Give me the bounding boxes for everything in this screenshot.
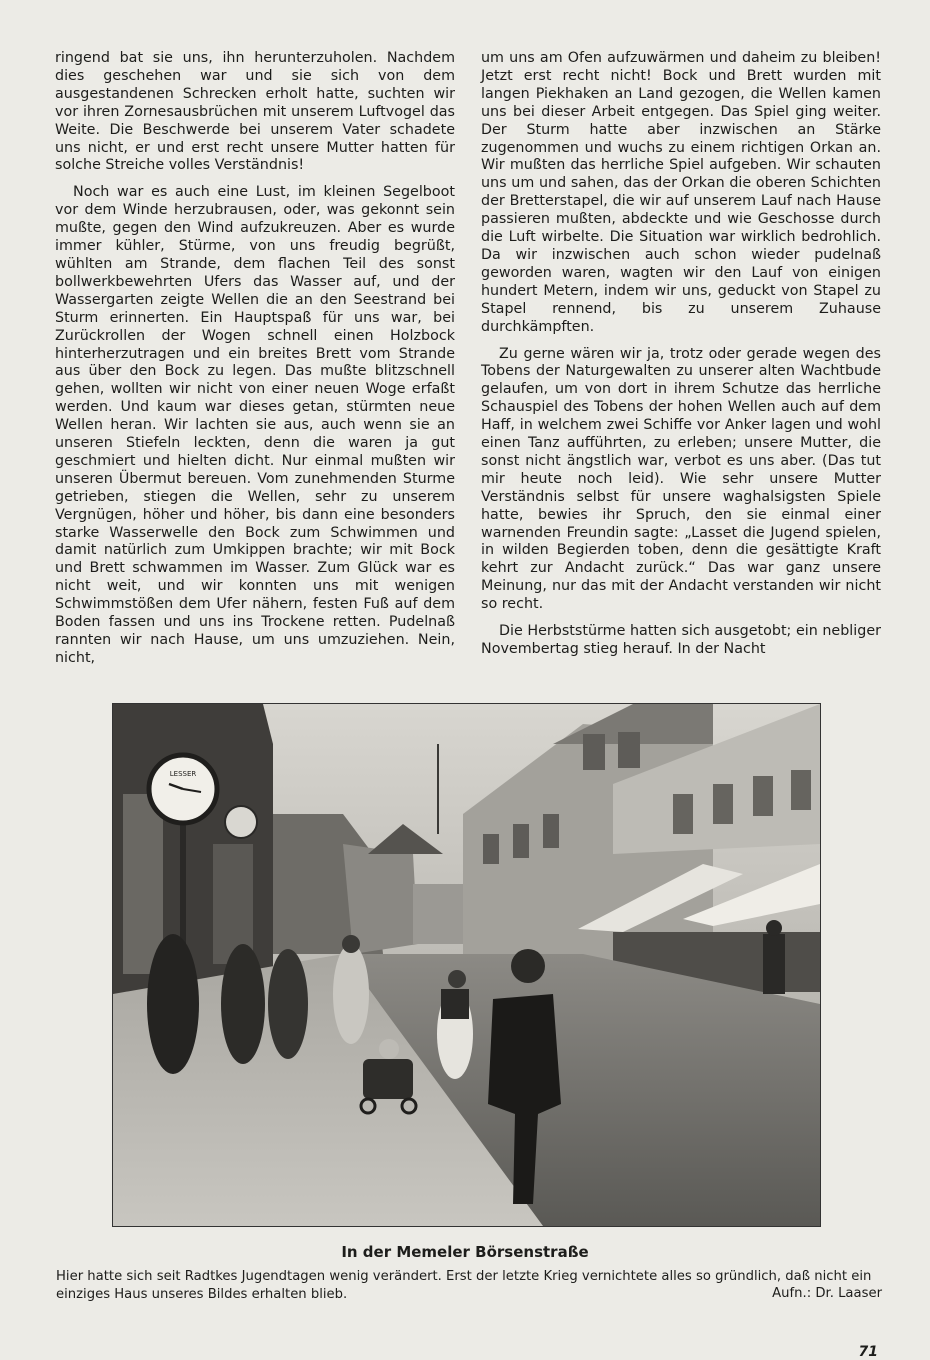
photo-caption-text: Hier hatte sich seit Radtkes Jugendtagen wenig verändert. Erst der letzte Krieg vernichtete alles so gründlich, daß nicht ein einziges Haus unseres Bildes erhalten blieb. [56, 1269, 872, 1302]
left-text-column [55, 50, 455, 677]
paragraph: um uns am Ofen aufzuwärmen und daheim zu bleiben! Jetzt erst recht nicht! Bock und Brett wurden mit langen Piekhaken an Land gezogen, die Wellen kamen uns bei dieser Arbeit entgegen. Das Spiel ging weiter. Der Sturm hatte aber inzwischen an Stärke zugenommen und wuchs zu einem richtigen Orkan an. Wir mußten das herrliche Spiel aufgeben. Wir schauten uns um und sahen, das der Orkan die oberen Schichten der Bretterstapel, die wir auf unserem Lauf nach Hause passieren mußten, abdeckte und wie Geschosse durch die Luft wirbelte. Die Situation war wirklich bedrohlich. Da wir inzwischen auch schon wieder pudelnaß geworden waren, wagten wir den Lauf von einigen hundert Metern, indem wir uns, geduckt von Stapel zu Stapel rennend, bis zu unserem Zuhause durchkämpften. [481, 50, 881, 335]
page-number: 71 [858, 1344, 878, 1360]
clock-brand-text: LESSER [169, 770, 197, 778]
paragraph: Die Herbststürme hatten sich ausgetobt; ein nebliger Novembertag stieg herauf. In der Nacht [481, 623, 881, 657]
paragraph: ringend bat sie uns, ihn herunterzuholen. Nachdem dies geschehen war und sie sich von dem ausgestandenen Schrecken erholt hatte, suchten wir vor ihren Zornesausbrüchen mit unserem Luftvogel das Weite. Die Beschwerde bei unserem Vater schadete uns nicht, er und erst recht unsere Mutter hatten für solche Streiche volles Verständnis! [55, 50, 455, 174]
street-scene-illustration [113, 704, 820, 1226]
street-photograph [112, 703, 821, 1227]
paragraph: Zu gerne wären wir ja, trotz oder gerade wegen des Tobens der Naturgewalten zu unserer alten Wachtbude gelaufen, um von dort in ihrem Schutze das herrliche Schauspiel des Tobens der hohen Wellen auch auf dem Haff, in welchem zwei Schiffe vor Anker lagen und wohl einen Tanz aufführten, zu erleben; unsere Mutter, die sonst nicht ängstlich war, verbot es uns aber. (Das tut mir heute noch leid). Wie sehr unsere Mutter Verständnis selbst für unsere waghalsigsten Spiele hatte, bewies ihr Spruch, den sie einmal einer warnenden Freundin sagte: „Lasset die Jugend spielen, in wilden Begierden toben, denn die gesättigte Kraft kehrt zur Andacht zurück.“ Das war ganz unsere Meinung, nur das mit der Andacht verstanden wir nicht so recht. [481, 345, 881, 613]
paragraph: Noch war es auch eine Lust, im kleinen Segelboot vor dem Winde herzubrausen, oder, was gekonnt sein mußte, gegen den Wind aufzukreuzen. Aber es wurde immer kühler, Stürme, von uns freudig begrüßt, wühlten am Strande, dem flachen Teil des sonst bollwerkbewehrten Ufers das Wasser auf, und der Wassergarten zeigte Wellen die an den Seestrand bei Sturm erinnerten. Ein Hauptspaß für uns war, bei Zurückrollen der Wogen schnell einen Holzbock hinterherzutragen und ein breites Brett vom Strande aus über den Bock zu legen. Das mußte blitzschnell gehen, wollten wir nicht von einer neuen Woge erfaßt werden. Und kaum war dieses getan, stürmten neue Wellen heran. Wir lachten sie aus, auch wenn sie an unseren Stiefeln leckten, denn die waren ja gut geschmiert und hielten dicht. Nur einmal mußten wir unseren Übermut bereuen. Vom zunehmenden Sturme getrieben, stiegen die Wellen, sehr zu unserem Vergnügen, höher und höher, bis dann eine besonders starke Wasserwelle den Bock zum Schwimmen und damit natürlich zum Umkippen brachte; wir mit Bock und Brett schwammen im Wasser. Zum Glück war es nicht weit, und wir konnten uns mit wenigen Schwimmstößen dem Ufer nähern, festen Fuß auf dem Boden fassen und uns ins Trockene retten. Pudelnaß rannten wir nach Hause, um uns umzuziehen. Nein, nicht, [55, 184, 455, 666]
right-text-column [481, 50, 881, 668]
photo-caption-title: In der Memeler Börsenstraße [341, 1243, 589, 1261]
photo-credit: Aufn.: Dr. Laaser [772, 1286, 882, 1301]
